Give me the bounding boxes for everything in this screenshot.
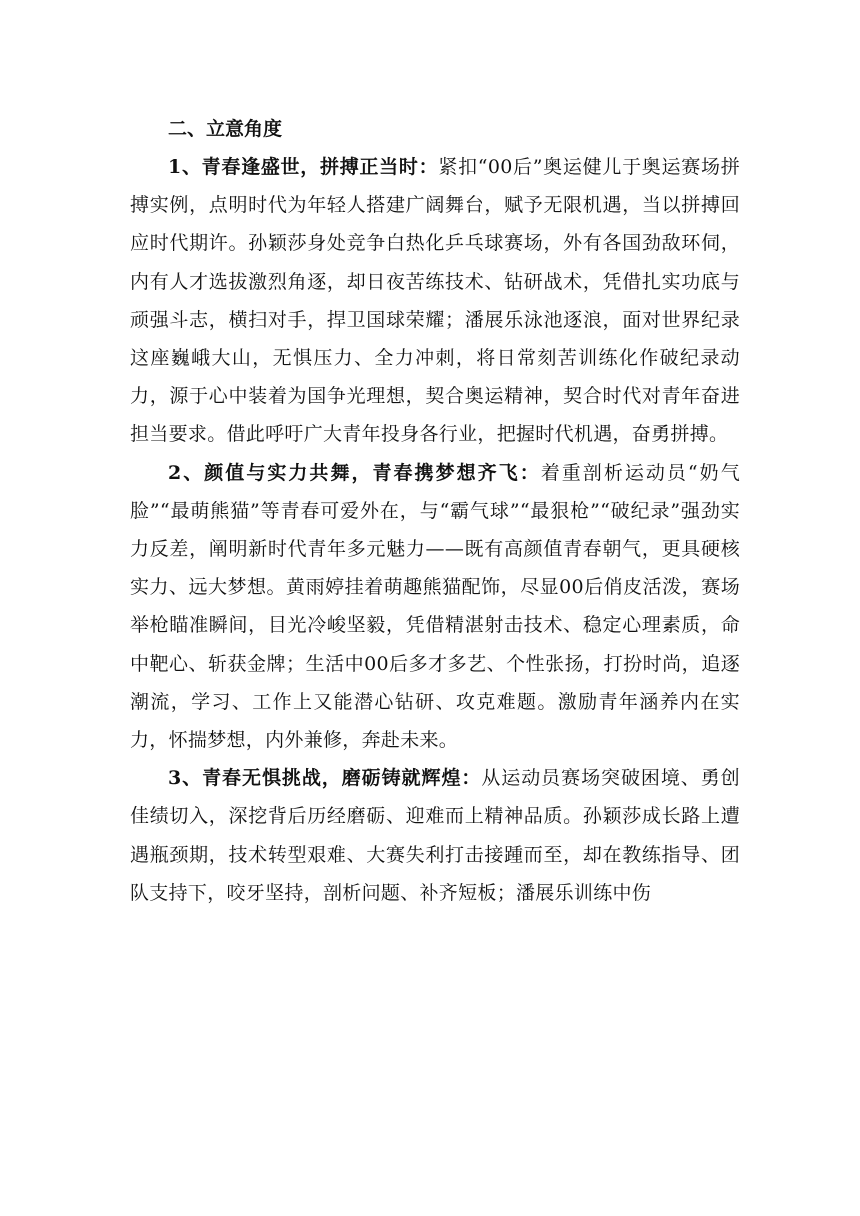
document-page (130, 110, 740, 912)
paragraph-2-lead: 2、颜值与实力共舞，青春携梦想齐飞： (168, 461, 541, 484)
paragraph-1-lead: 1、青春逢盛世，拼搏正当时： (168, 156, 439, 178)
section-heading: 二、立意角度 (168, 118, 283, 140)
paragraph-2-body: 着重剖析运动员“奶气脸”“最萌熊猫”等青春可爱外在，与“霸气球”“最狠枪”“破纪录”强劲实力反差，阐明新时代青年多元魅力——既有高颜值青春朝气，更具硬核实力、远大梦想。黄雨婷挂着萌趣熊猫配饰，尽显00后俏皮活泼，赛场举枪瞄准瞬间，目光冷峻坚毅，凭借精湛射击技术、稳定心理素质，命中靶心、斩获金牌；生活中00后多才多艺、个性张扬，打扮时尚，追逐潮流，学习、工作上又能潜心钻研、攻克难题。激励青年涵养内在实力，怀揣梦想，内外兼修，奔赴未来。 (130, 461, 741, 752)
paragraph-3 (130, 759, 740, 912)
paragraph-2 (130, 454, 740, 760)
paragraph-3-lead: 3、青春无惧挑战，磨砺铸就辉煌： (168, 767, 482, 790)
paragraph-3-body: 从运动员赛场突破困境、勇创佳绩切入，深挖背后历经磨砺、迎难而上精神品质。孙颖莎成长路上遭遇瓶颈期，技术转型艰难、大赛失利打击接踵而至，却在教练指导、团队支持下，咬牙坚持，剖析问题、补齐短板；潘展乐训练中伤 (130, 767, 740, 904)
paragraph-1-body: 紧扣“00后”奥运健儿于奥运赛场拼搏实例，点明时代为年轻人搭建广阔舞台，赋予无限机遇，当以拼搏回应时代期许。孙颖莎身处竞争白热化乒乓球赛场，外有各国劲敌环伺，内有人才选拔激烈角逐，却日夜苦练技术、钻研战术，凭借扎实功底与顽强斗志，横扫对手，捍卫国球荣耀；潘展乐泳池逐浪，面对世界纪录这座巍峨大山，无惧压力、全力冲刺，将日常刻苦训练化作破纪录动力，源于心中装着为国争光理想，契合奥运精神，契合时代对青年奋进担当要求。借此呼吁广大青年投身各行业，把握时代机遇，奋勇拼搏。 (130, 156, 740, 446)
paragraph-1 (130, 148, 740, 454)
